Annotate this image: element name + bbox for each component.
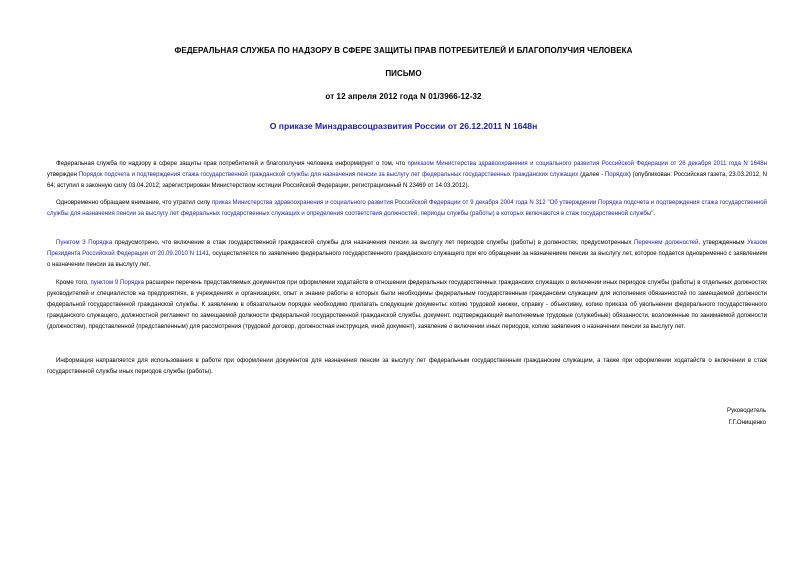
p5-text-1: Информация направляется для использования в работе при оформлении документов для назначения пенсии за выслугу лет федеральным государственным гражданским служащим, а также при оформлении ходатайств о включении в стаж государственной службы иных периодов службы (работы).	[47, 358, 767, 375]
signature-block	[727, 405, 766, 429]
subject-order-link[interactable]: приказе Минздравсоцразвития России от 26.12.2011 N 1648н	[278, 121, 538, 131]
clause-3-link[interactable]: Пунктом 3 Порядка	[56, 240, 113, 246]
p1-text-4: ) (опубликован: Российская газета, 23.03.2012, N 64; вступил в законную силу 03.04.2012; зарегистрирован Министерством юстиции Российской Федерации, регистрационный N 23469 от 14.03.2012).	[47, 172, 767, 189]
order-312-link[interactable]: приказ Министерства здравоохранения и социального развития Российской Федерации от 9 декабря 2004 года N 312 "Об утверждении Порядка подсчета и подтверждения стажа государственной службы для назначения пенсии за выслугу лет федеральных государственных служащих и определения соответствия должностей, периоды службы (работы) в которых включаются в стаж государственной службы"	[47, 200, 768, 217]
p3-text-1: предусмотрено, что включение в стаж государственной гражданской службы для назначения пенсии за выслугу лет периодов службы (работы) в должностях, предусмотренных	[112, 240, 635, 246]
paragraph-1	[47, 159, 767, 192]
order-1648n-link[interactable]: приказом Министерства здравоохранения и социального развития Российской Федерации от 26 декабря 2011 года N 1648н	[407, 161, 767, 167]
subject-prefix: О	[269, 121, 279, 131]
p3-text-3: , осуществляется по заявлению федерального государственного гражданского служащего при его обращении за назначением пенсии за выслугу лет, которое подается одновременно с заявлением о назначении пенсии за выслугу лет.	[47, 251, 767, 268]
clause-9-link[interactable]: пунктом 9 Порядка	[90, 280, 144, 286]
signer-name: Г.Г.Онищенко	[728, 420, 766, 426]
p1-text-2: утвержден	[47, 172, 79, 178]
p4-text-1: Кроме того,	[56, 280, 91, 286]
p1-text-1: Федеральная служба по надзору в сфере защиты прав потребителей и благополучия человека информирует о том, что	[56, 161, 408, 167]
paragraph-3	[47, 238, 767, 271]
p1-text-3: (далее -	[578, 172, 605, 178]
document-date-number: от 12 апреля 2012 года N 01/3966-12-32	[325, 92, 482, 101]
p4-text-2: расширен перечень представляемых документов при оформлении ходатайств в отношении федеральных государственных гражданских служащих о включении иных периодов службы (работы) в отдельных должностях руководителей и специалистов на предприятиях, в учреждениях и организациях, опыт и знание работы в которых были необходимы федеральным государственным гражданским служащим для исполнения обязанностей по замещаемой должности федеральной государственной гражданской службы. К заявлению в обязательном порядке необходимо прилагать следующие документы: копию трудовой книжки, справку - объективку, копию приказа об увольнении федерального государственного гражданского служащего, должностной регламент по замещаемой должности федеральной государственной гражданской службы, документ, подтверждающий выполняемые трудовые (служебные) обязанности, возложенные по занимаемой должности (должностям), представленной (представленным) для рассмотрения (трудовой договор, должностная инструкция, иной документ), заявление о включении иных периодов, копию заявления о назначении пенсии за выслугу лет.	[47, 280, 767, 330]
signer-title: Руководитель	[727, 408, 766, 414]
p2-text-2: .	[653, 211, 656, 217]
paragraph-5	[47, 356, 767, 378]
p2-text-1: Одновременно обращаем внимание, что утратил силу	[56, 200, 212, 206]
presidential-decree-link[interactable]: Указом Президента Российской Федерации от 20.09.2010 N 1141	[47, 240, 767, 257]
procedure-short-link[interactable]: Порядок	[604, 172, 629, 178]
p3-text-2: , утвержденным	[698, 240, 748, 246]
paragraph-4	[47, 278, 767, 333]
paragraph-2	[47, 198, 767, 220]
procedure-link[interactable]: Порядок подсчета и подтверждения стажа государственной гражданской службы для назначения пенсии за выслугу лет федеральных государственных гражданских служащих	[78, 172, 579, 178]
positions-list-link[interactable]: Перечнем должностей	[634, 240, 699, 246]
agency-title: ФЕДЕРАЛЬНАЯ СЛУЖБА ПО НАДЗОРУ В СФЕРЕ ЗАЩИТЫ ПРАВ ПОТРЕБИТЕЛЕЙ И БЛАГОПОЛУЧИЯ ЧЕЛОВЕКА	[174, 46, 633, 55]
document-type: ПИСЬМО	[385, 69, 422, 78]
document-subject	[0, 121, 807, 131]
